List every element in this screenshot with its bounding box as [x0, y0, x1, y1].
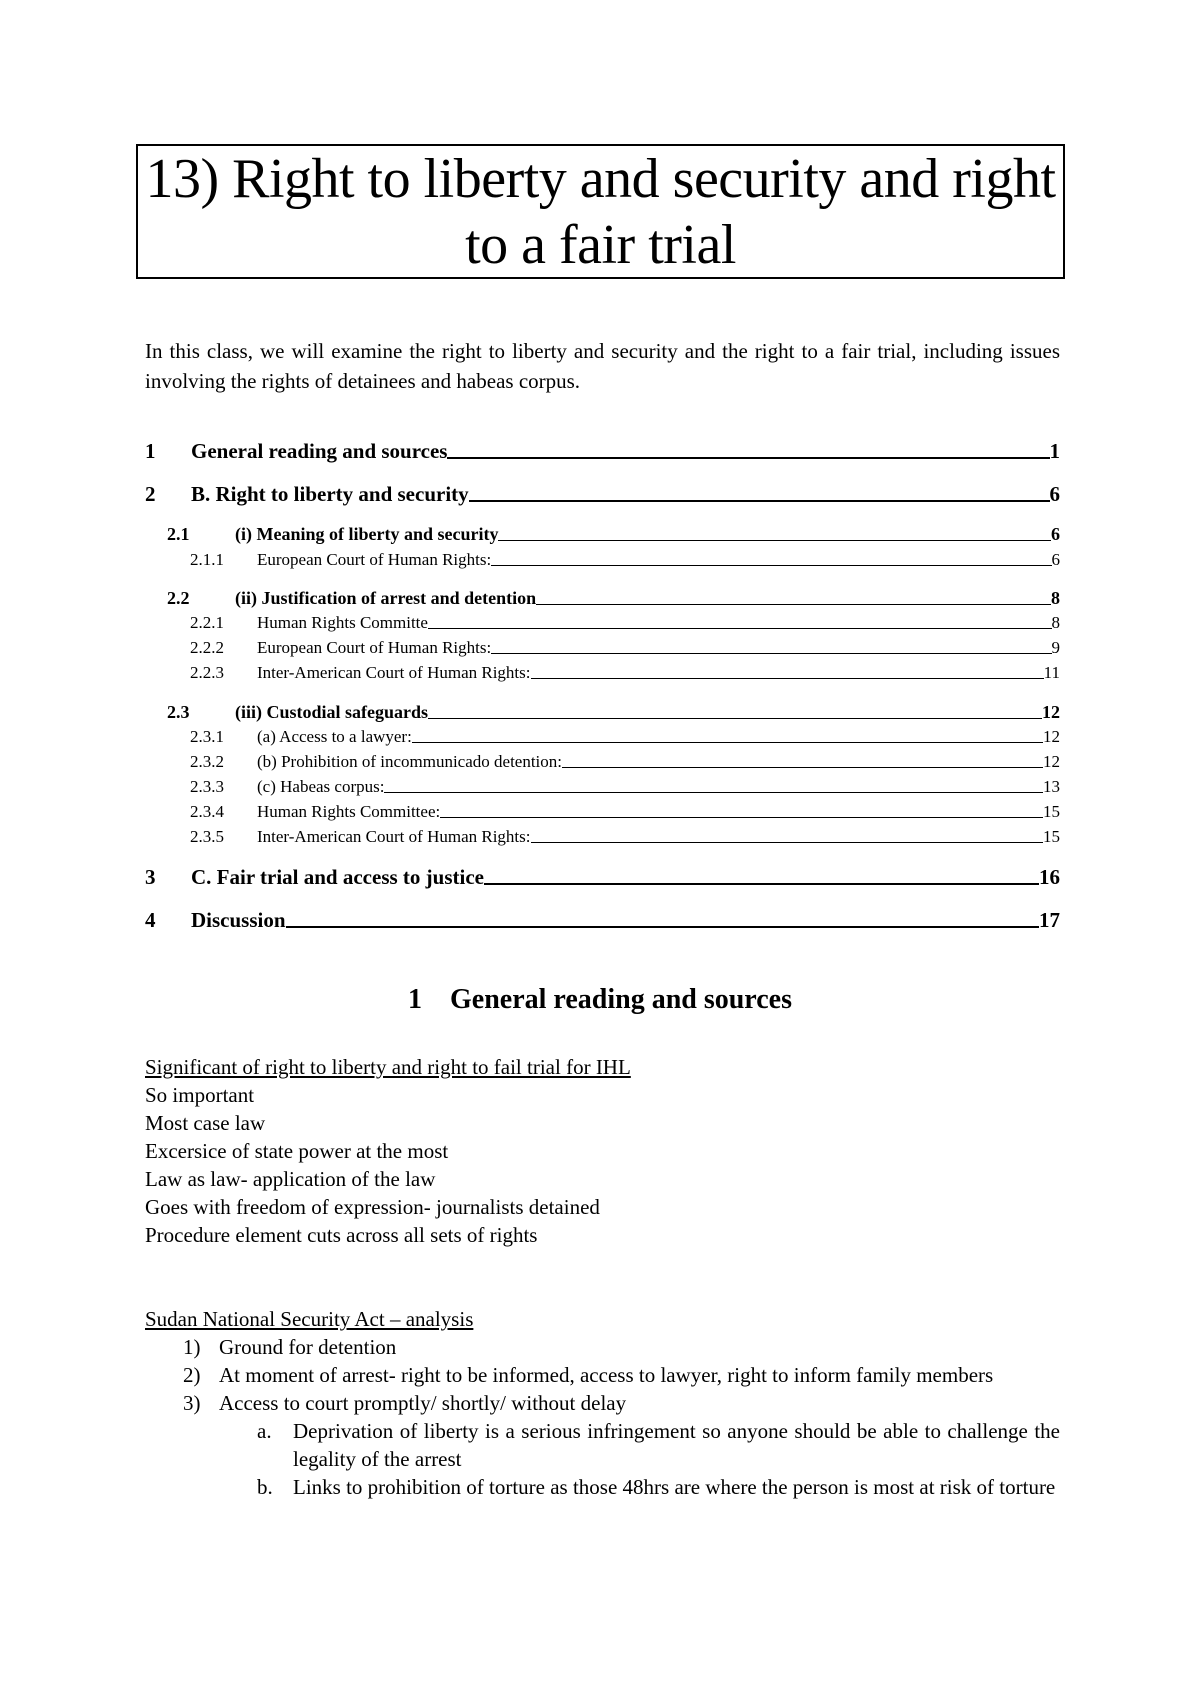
- sub-list-item: [145, 1473, 1060, 1501]
- toc-leader: [484, 883, 1039, 885]
- document-title: [145, 146, 1055, 278]
- title-box: [136, 144, 1065, 279]
- toc-leader: [562, 767, 1043, 768]
- toc-leader: [428, 628, 1052, 629]
- list-item-text: At moment of arrest- right to be informed, access to lawyer, right to inform family members: [219, 1363, 994, 1387]
- toc-number: 2.2.1: [190, 613, 224, 632]
- intro-paragraph: In this class, we will examine the right to liberty and security and the right to a fair trial, including issues involving the rights of detainees and habeas corpus.: [145, 339, 1060, 393]
- toc-number: 2: [145, 482, 156, 506]
- toc-leader: [491, 565, 1051, 566]
- toc-number: 2.1: [167, 524, 190, 544]
- toc-page: 17: [1039, 908, 1060, 932]
- note-line: Law as law- application of the law: [145, 1167, 436, 1191]
- toc-entry[interactable]: [190, 798, 1060, 822]
- toc-number: 2.2.3: [190, 663, 224, 682]
- toc-number: 2.3.3: [190, 777, 224, 796]
- note-line: So important: [145, 1083, 255, 1107]
- toc-entry[interactable]: [190, 748, 1060, 772]
- list-item-text: Deprivation of liberty is a serious infringement so anyone should be able to challenge the legality of the arrest: [293, 1419, 1060, 1471]
- toc-leader: [491, 653, 1051, 654]
- toc-title: Human Rights Committe: [257, 613, 428, 632]
- note-line: Goes with freedom of expression- journalists detained: [145, 1195, 600, 1219]
- list-marker: 1): [183, 1335, 201, 1359]
- list-marker: b.: [257, 1475, 273, 1499]
- toc-number: 4: [145, 908, 156, 932]
- toc-entry[interactable]: [145, 477, 1060, 507]
- list-item-text: Ground for detention: [219, 1335, 397, 1359]
- toc-leader: [498, 540, 1051, 541]
- toc-page: 9: [1051, 638, 1060, 657]
- toc-title: (ii) Justification of arrest and detention: [235, 588, 537, 608]
- toc-title: Inter-American Court of Human Rights:: [257, 827, 531, 846]
- toc-page: 12: [1043, 752, 1060, 771]
- notes-block: [145, 1053, 1060, 1249]
- toc-title: (b) Prohibition of incommunicado detention:: [257, 752, 563, 771]
- toc-entry[interactable]: [167, 583, 1060, 609]
- note-line: Most case law: [145, 1111, 266, 1135]
- toc-title: (a) Access to a lawyer:: [257, 727, 412, 746]
- toc-leader: [469, 500, 1050, 502]
- list-item-text: Links to prohibition of torture as those 48hrs are where the person is most at risk of torture: [293, 1475, 1056, 1499]
- toc-entry[interactable]: [190, 609, 1060, 633]
- note-line: Excersice of state power at the most: [145, 1139, 449, 1163]
- toc-title: (iii) Custodial safeguards: [235, 702, 429, 722]
- toc-title: (c) Habeas corpus:: [257, 777, 385, 796]
- list-item-text: Access to court promptly/ shortly/ without delay: [219, 1391, 627, 1415]
- sub-list-item: [145, 1417, 1060, 1473]
- toc-number: 2.3.5: [190, 827, 224, 846]
- toc-title: C. Fair trial and access to justice: [191, 865, 484, 889]
- toc-entry[interactable]: [145, 860, 1060, 890]
- toc-number: 2.3.4: [190, 802, 224, 821]
- toc-page: 11: [1043, 663, 1060, 682]
- list-item: [145, 1333, 1060, 1361]
- toc-number: 2.3.1: [190, 727, 224, 746]
- title-line-1: 13) Right to liberty and security and right: [145, 147, 1056, 210]
- toc-title: Human Rights Committee:: [257, 802, 441, 821]
- toc-title: B. Right to liberty and security: [191, 482, 469, 506]
- toc-number: 2.3.2: [190, 752, 224, 771]
- toc-title: European Court of Human Rights:: [257, 638, 492, 657]
- toc-entry[interactable]: [167, 697, 1060, 723]
- toc-page: 6: [1051, 550, 1060, 569]
- toc-page: 8: [1051, 613, 1060, 632]
- list-item: [145, 1389, 1060, 1417]
- toc-entry[interactable]: [190, 823, 1060, 847]
- toc-number: 2.2: [167, 588, 190, 608]
- toc-entry[interactable]: [190, 546, 1060, 570]
- list-marker: a.: [257, 1419, 272, 1443]
- toc-number: 1: [145, 439, 156, 463]
- toc-page: 6: [1051, 524, 1060, 544]
- toc-page: 12: [1043, 727, 1060, 746]
- toc-entry[interactable]: [190, 634, 1060, 658]
- notes-heading: Significant of right to liberty and right to fail trial for IHL: [145, 1055, 631, 1079]
- toc-page: 13: [1043, 777, 1060, 796]
- section-title: General reading and sources: [450, 984, 792, 1015]
- toc-leader: [531, 842, 1044, 843]
- toc-page: 15: [1043, 827, 1060, 846]
- toc-title: (i) Meaning of liberty and security: [235, 524, 499, 544]
- toc-number: 2.2.2: [190, 638, 224, 657]
- toc-title: General reading and sources: [191, 439, 448, 463]
- toc-leader: [412, 742, 1043, 743]
- toc-title: Discussion: [191, 908, 286, 932]
- toc-page: 12: [1042, 702, 1060, 722]
- toc-number: 2.1.1: [190, 550, 224, 569]
- toc-page: 8: [1051, 588, 1060, 608]
- section-heading: [0, 984, 1200, 1016]
- toc-leader: [531, 678, 1044, 679]
- toc-leader: [384, 792, 1043, 793]
- toc-page: 1: [1049, 439, 1060, 463]
- sudan-list: [145, 1333, 1060, 1501]
- toc-entry[interactable]: [190, 773, 1060, 797]
- toc-entry[interactable]: [145, 434, 1060, 464]
- toc-leader: [536, 604, 1051, 605]
- toc-title: European Court of Human Rights:: [257, 550, 492, 569]
- note-line: Procedure element cuts across all sets of rights: [145, 1223, 538, 1247]
- toc-page: 6: [1049, 482, 1060, 506]
- toc-number: 2.3: [167, 702, 190, 722]
- toc-number: 3: [145, 865, 156, 889]
- toc-leader: [428, 718, 1042, 719]
- title-line-2: to a fair trial: [465, 213, 736, 276]
- list-item: [145, 1361, 1060, 1389]
- list-marker: 3): [183, 1391, 201, 1415]
- sudan-heading-block: [145, 1305, 1060, 1333]
- toc-page: 16: [1039, 865, 1060, 889]
- toc-leader: [286, 926, 1039, 928]
- toc-entry[interactable]: [145, 903, 1060, 933]
- sudan-heading: Sudan National Security Act – analysis: [145, 1307, 474, 1331]
- toc-entry[interactable]: [190, 659, 1060, 683]
- toc-page: 15: [1043, 802, 1060, 821]
- toc-entry[interactable]: [167, 519, 1060, 545]
- list-marker: 2): [183, 1363, 201, 1387]
- section-number: 1: [408, 984, 422, 1015]
- toc-entry[interactable]: [190, 723, 1060, 747]
- toc-title: Inter-American Court of Human Rights:: [257, 663, 531, 682]
- toc-leader: [447, 457, 1049, 459]
- toc-leader: [440, 817, 1043, 818]
